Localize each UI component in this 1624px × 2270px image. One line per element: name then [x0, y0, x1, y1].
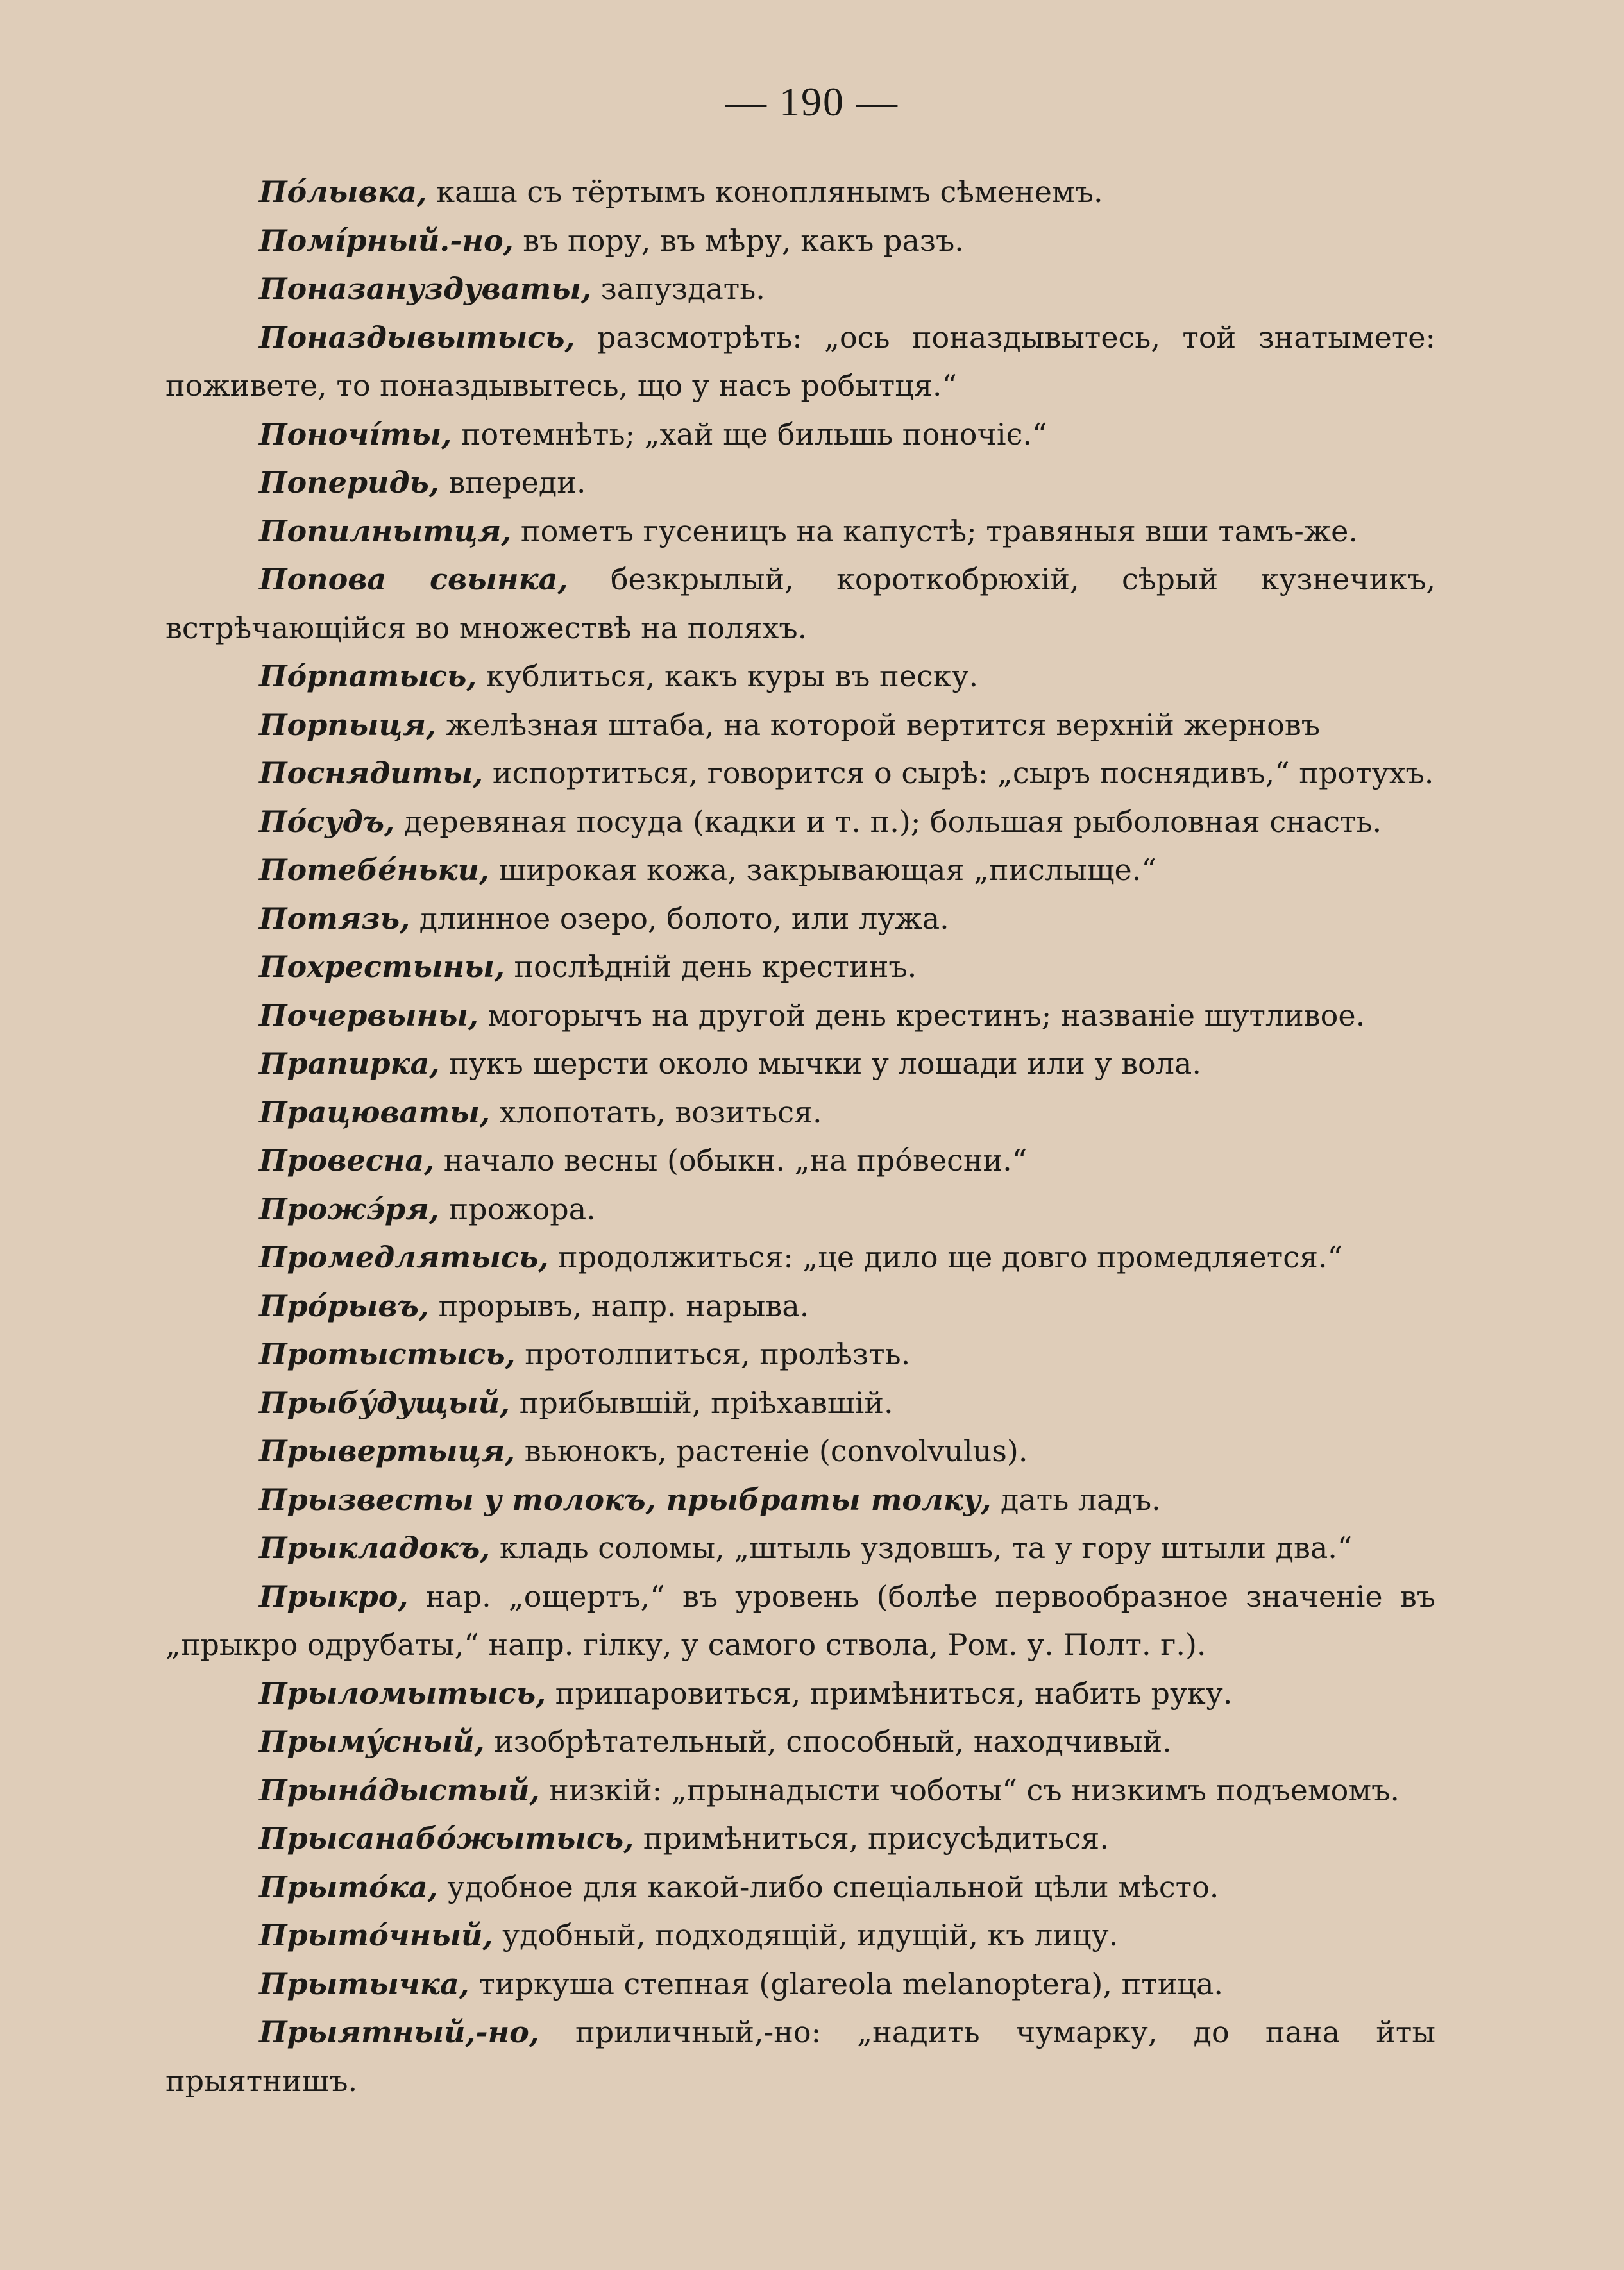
dictionary-entry	[165, 992, 1435, 1040]
entry-headword: Прыму́сный,	[259, 1724, 485, 1759]
entry-headword: По́лывка,	[259, 174, 427, 209]
entry-definition: пометъ гусеницъ на капустѣ; травяныя вши тамъ-же.	[511, 513, 1358, 548]
entry-definition: изобрѣтательный, способный, находчивый.	[484, 1724, 1172, 1759]
entry-headword: По́рпатысь,	[259, 659, 477, 693]
dictionary-entry	[165, 895, 1435, 944]
dictionary-entry	[165, 1282, 1435, 1331]
entry-headword: Промедлятысь,	[259, 1240, 549, 1275]
dictionary-entry	[165, 168, 1435, 217]
entry-definition: длинное озеро, болото, или лужа.	[410, 901, 949, 936]
dictionary-entry	[165, 943, 1435, 992]
entry-definition: начало весны (обыкн. „на про́весни.“	[434, 1143, 1028, 1178]
entry-definition: прорывъ, напр. нарыва.	[428, 1288, 809, 1323]
entry-definition: низкій: „прынадысти чоботы“ съ низкимъ подъемомъ.	[539, 1772, 1400, 1808]
entry-headword: Прапирка,	[259, 1046, 440, 1081]
dictionary-entry	[165, 1670, 1435, 1718]
dictionary-entry	[165, 1379, 1435, 1428]
dictionary-entry	[165, 1476, 1435, 1525]
entry-headword: Прывертыця,	[259, 1434, 516, 1468]
entry-definition: протолпиться, пролѣзть.	[515, 1337, 911, 1371]
entry-headword: Потязь,	[259, 901, 410, 936]
dictionary-entry	[165, 459, 1435, 507]
dictionary-entry	[165, 1911, 1435, 1960]
entry-definition: тиркуша степная (glareola melanoptera), птица.	[469, 1966, 1224, 2001]
entry-headword: Прына́дыстый,	[259, 1772, 540, 1808]
dictionary-entry	[165, 1427, 1435, 1476]
entry-definition: могорычъ на другой день крестинъ; названіе шутливое.	[478, 997, 1366, 1033]
entry-headword: Прыкро,	[259, 1579, 409, 1614]
entry-definition: прибывшій, пріѣхавшій.	[510, 1385, 893, 1420]
entry-headword: Прысанабо́жытысь,	[259, 1821, 634, 1856]
entry-definition: кублиться, какъ куры въ песку.	[477, 659, 979, 693]
entry-headword: По́судъ,	[259, 804, 395, 839]
entry-definition: испортиться, говорится о сырѣ: „сыръ поснядивъ,“ протухъ.	[483, 756, 1434, 790]
dictionary-entry	[165, 1863, 1435, 1912]
entry-definition: хлопотать, возиться.	[489, 1094, 822, 1130]
entry-headword: Поночі́ты,	[259, 416, 452, 452]
dictionary-entry	[165, 1233, 1435, 1282]
dictionary-entry	[165, 1088, 1435, 1137]
entry-definition: запуздать.	[591, 271, 765, 306]
entry-headword: Про́рывъ,	[259, 1288, 429, 1323]
dictionary-entry	[165, 2008, 1435, 2105]
dictionary-entry	[165, 1573, 1435, 1670]
dictionary-entry	[165, 749, 1435, 798]
entry-definition: желѣзная штаба, на которой вертится верхній жерновъ	[436, 707, 1320, 742]
entry-headword: Прыто́чный,	[259, 1918, 493, 1952]
entry-headword: Прыбу́дущый,	[259, 1385, 511, 1420]
entry-definition: впереди.	[439, 465, 586, 500]
entry-definition: послѣдній день крестинъ.	[504, 949, 917, 984]
entry-definition: удобный, подходящій, идущій, къ лицу.	[493, 1918, 1119, 1952]
entry-headword: Помі́рный.-но,	[259, 223, 514, 258]
dictionary-entry	[165, 217, 1435, 266]
entry-headword: Попилнытця,	[259, 513, 512, 548]
dictionary-entries	[165, 168, 1435, 2105]
entry-definition: примѣниться, присусѣдиться.	[634, 1821, 1109, 1856]
entry-headword: Порпыця,	[259, 707, 437, 742]
dictionary-entry	[165, 1524, 1435, 1573]
entry-definition: широкая кожа, закрывающая „пислыще.“	[489, 852, 1156, 887]
entry-definition: прожора.	[439, 1191, 596, 1226]
entry-definition: вьюнокъ, растеніе (convolvulus).	[515, 1434, 1028, 1468]
entry-definition: потемнѣть; „хай ще бильшь поночіє.“	[452, 416, 1047, 452]
entry-headword: Прыятный,-но,	[259, 2015, 539, 2049]
dictionary-entry	[165, 1185, 1435, 1234]
dictionary-entry	[165, 1815, 1435, 1863]
entry-headword: Прызвесты у толокъ, прыбраты толку,	[259, 1482, 992, 1517]
dictionary-entry	[165, 1040, 1435, 1088]
entry-definition: разсмотрѣть: „ось поназдывытесь, той знатымете: поживете, то поназдывытесь, що у насъ робытця.“	[165, 319, 1435, 403]
entry-headword: Поснядиты,	[259, 756, 484, 790]
entry-definition: безкрылый, короткобрюхій, сѣрый кузнечикъ, встрѣчающійся во множествѣ на поляхъ.	[165, 562, 1436, 645]
entry-headword: Прытычка,	[259, 1966, 469, 2001]
dictionary-entry	[165, 846, 1435, 895]
dictionary-entry	[165, 798, 1435, 847]
entry-definition: приличный,-но: „надить чумарку, до пана йты прыятнишъ.	[165, 2015, 1435, 2098]
entry-definition: въ пору, въ мѣру, какъ разъ.	[513, 223, 964, 258]
entry-headword: Почервыны,	[259, 997, 478, 1033]
entry-definition: пукъ шерсти около мычки у лошади или у вола.	[439, 1046, 1201, 1081]
entry-headword: Прыто́ка,	[259, 1869, 438, 1904]
entry-headword: Поназануздуваты,	[259, 271, 592, 306]
entry-definition: удобное для какой-либо спеціальной цѣли мѣсто.	[437, 1869, 1219, 1904]
entry-headword: Поперидь,	[259, 465, 439, 500]
dictionary-entry	[165, 1766, 1435, 1815]
entry-definition: деревяная посуда (кадки и т. п.); большая рыболовная снасть.	[394, 804, 1382, 839]
entry-headword: Працюваты,	[259, 1094, 490, 1130]
entry-definition: каша съ тёртымъ коноплянымъ сѣменемъ.	[427, 174, 1103, 209]
entry-headword: Прыломытысь,	[259, 1675, 546, 1711]
entry-headword: Прожэ́ря,	[259, 1191, 439, 1226]
entry-definition: кладь соломы, „штыль уздовшъ, та у гору штыли два.“	[490, 1530, 1353, 1565]
dictionary-entry	[165, 411, 1435, 459]
entry-definition: продолжиться: „це дило ще довго промедляется.“	[548, 1240, 1343, 1275]
entry-definition: нар. „ощертъ,“ въ уровень (болѣе первообразное значеніе въ „прыкро одрубаты,“ напр. гілку, у самого ствола, Ром. у. Полт. г.).	[165, 1579, 1435, 1662]
dictionary-entry	[165, 507, 1435, 556]
entry-headword: Провесна,	[259, 1143, 435, 1178]
dictionary-entry	[165, 701, 1435, 750]
dictionary-entry	[165, 1330, 1435, 1379]
entry-headword: Протыстысь,	[259, 1337, 516, 1371]
dictionary-entry	[165, 314, 1435, 411]
entry-definition: дать ладъ.	[991, 1482, 1161, 1517]
entry-headword: Потебе́ньки,	[259, 852, 490, 887]
entry-headword: Похрестыны,	[259, 949, 505, 984]
dictionary-entry	[165, 1960, 1435, 2009]
entry-headword: Прыкладокъ,	[259, 1530, 491, 1565]
entry-headword: Попова свынка,	[259, 562, 568, 597]
dictionary-entry	[165, 265, 1435, 314]
entry-definition: припаровиться, примѣниться, набить руку.	[546, 1675, 1233, 1711]
dictionary-entry	[165, 1718, 1435, 1766]
dictionary-entry	[165, 555, 1435, 652]
page-number: — 190 —	[725, 79, 899, 124]
dictionary-entry	[165, 652, 1435, 701]
entry-headword: Поназдывытысь,	[259, 319, 575, 355]
dictionary-entry	[165, 1137, 1435, 1185]
